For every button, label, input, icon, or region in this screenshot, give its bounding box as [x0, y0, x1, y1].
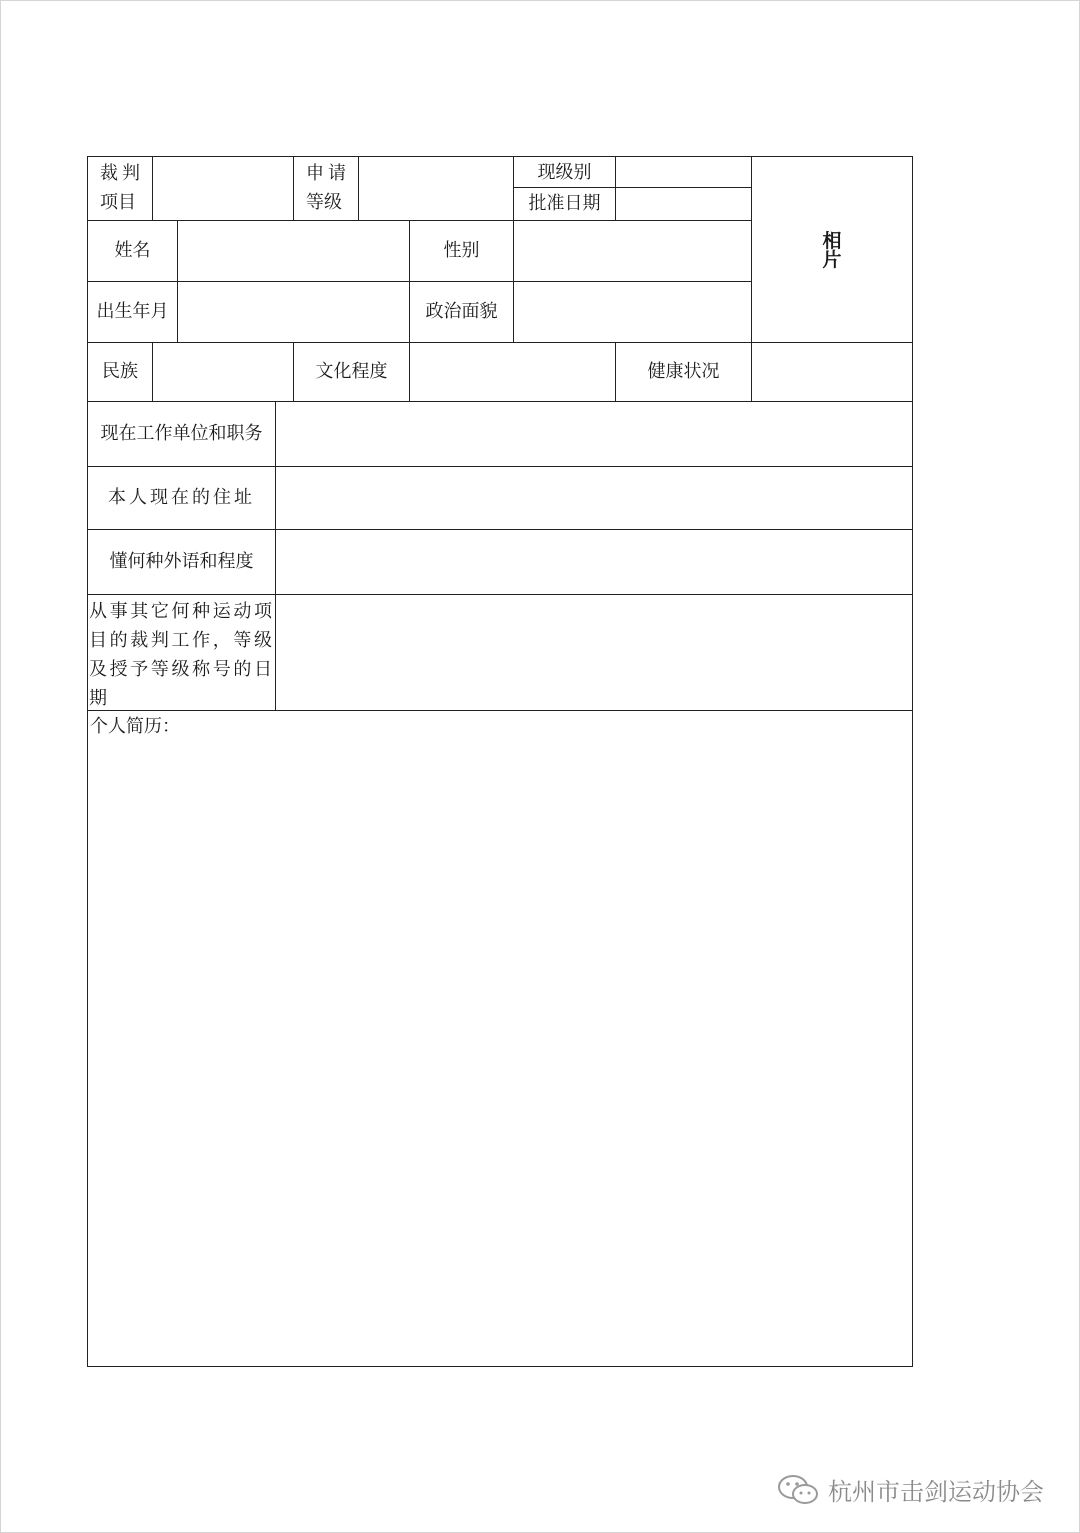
- label-col-line: [275, 401, 276, 711]
- col-line: [409, 342, 410, 402]
- level-divider-line: [514, 187, 751, 188]
- col-line: [358, 156, 359, 221]
- birth-date-label: 出生年月: [96, 301, 169, 322]
- health-label: 健康状况: [647, 361, 720, 382]
- form-border-right: [912, 156, 913, 1367]
- col-line: [177, 220, 178, 343]
- row-divider-7: [87, 594, 913, 595]
- work-unit-label: 现在工作单位和职务: [100, 423, 263, 444]
- name-label: 姓名: [114, 240, 151, 261]
- form-border-bottom: [87, 1366, 913, 1367]
- education-label: 文化程度: [315, 361, 388, 382]
- col-line: [615, 156, 616, 221]
- address-label: 本人现在的住址: [108, 487, 255, 508]
- watermark: [776, 1472, 1044, 1507]
- referee-item-label: 裁判项目: [100, 163, 140, 213]
- apply-level-label: 申请等级: [306, 163, 346, 213]
- row-divider-3: [87, 342, 913, 343]
- languages-label: 懂何种外语和程度: [109, 551, 254, 572]
- watermark-text: 杭州市击剑运动协会: [828, 1478, 1044, 1506]
- current-level-label: 现级别: [537, 162, 592, 183]
- ethnicity-label: 民族: [102, 361, 138, 382]
- col-line: [152, 342, 153, 402]
- gender-label: 性别: [443, 240, 480, 261]
- political-status-label: 政治面貌: [425, 301, 498, 322]
- col-line: [152, 156, 153, 221]
- other-sports-label: 从事其它何种运动项目的裁判工作，等级及授予等级称号的日期: [89, 601, 273, 709]
- wechat-icon: [776, 1473, 820, 1507]
- form-border-top: [87, 156, 913, 157]
- resume-label: 个人简历：: [90, 716, 180, 737]
- col-line: [513, 220, 514, 343]
- referee-application-form: [87, 156, 913, 1367]
- photo-left-line: [751, 156, 752, 402]
- photo-placeholder-label: 相片: [822, 230, 842, 271]
- col-line: [293, 156, 294, 221]
- approval-date-label: 批准日期: [528, 193, 601, 214]
